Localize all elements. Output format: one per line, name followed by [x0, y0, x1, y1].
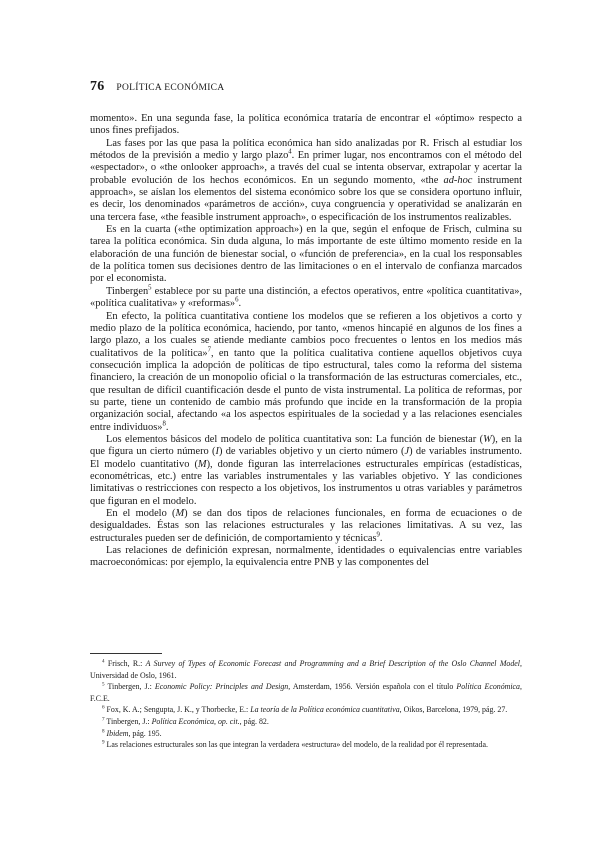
footnotes — [90, 658, 522, 751]
paragraph: En efecto, la política cuantitativa contiene los modelos que se refieren a los objetivos a corto y medio plazo de la política económica, haciendo, por tanto, «menos hincapié en algunos de los fines a largo plazo, a los cuales se atiende mediante cambios poco frecuentes o lentos en los medios más cualitativos de la política»$^7$, en tanto que la política cualitativa contiene aquellos objetivos cuya consecución implica la adopción de políticas de tipo estructural, tales como la reforma del sistema financiero, la creación de un monopolio oficial o la transformación de las estructuras comerciales, etc., que resultan de difícil cuantificación desde el punto de vista instrumental. La política de reformas, por su parte, tiene un contenido de cambio más profundo que incide en la transformación de la propia organización social, afectando «a los aspectos espirituales de la sociedad y a las relaciones esenciales entre individuos»$^8$. — [90, 310, 522, 433]
paragraph: Los elementos básicos del modelo de política cuantitativa son: La función de bienestar (W), en la que figura un cierto número (I) de variables objetivo y un cierto número (J) de variables instrumento. El modelo cuantitativo (M), donde figuran las interrelaciones estructurales empíricas (estadísticas, econométricas, etc.) entre las variables instrumentales y las variables objetivo. Y las condiciones limitativas o restricciones con respecto a los objetivos, los instrumentos u otras variables y parámetros que figuran en el modelo. — [90, 433, 522, 507]
footnote: $^6$ Fox, K. A.; Sengupta, J. K., y Thorbecke, E.: La teoría de la Política económica cuantitativa, Oikos, Barcelona, 1979, pág. 27. — [102, 704, 508, 715]
footnote-ref[interactable]: 7 — [207, 346, 211, 354]
page-header — [90, 79, 224, 95]
footnote: $^8$ Ibidem, pág. 195. — [102, 727, 162, 738]
page-number: 76 — [90, 79, 105, 94]
footnote-ref[interactable]: 5 — [148, 284, 152, 292]
paragraph: En el modelo (M) se dan dos tipos de relaciones funcionales, en forma de ecuaciones o de desigualdades. Éstas son las relaciones estructurales y las relaciones limitativas. A su vez, las estructurales pueden ser de definición, de comportamiento y técnicas$^9$. — [90, 508, 522, 544]
footnote: $^5$ Tinbergen, J.: Economic Policy: Principles and Design, Amsterdam, 1956. Versión española con el título Política Económica, F.C.E. — [90, 681, 522, 703]
footnote: $^9$ Las relaciones estructurales son las que integran la verdadera «estructura» del modelo, de la realidad por él representada. — [102, 739, 488, 750]
footnote: $^4$ Frisch, R.: A Survey of Types of Economic Forecast and Programming and a Brief Description of the Oslo Channel Model, Universidad de Oslo, 1961. — [90, 658, 522, 680]
paragraph: Las fases por las que pasa la política económica han sido analizadas por R. Frisch al estudiar los métodos de la previsión a medio y largo plazo$^4$. En primer lugar, nos encontramos con el método del «espectador», o «the onlooker approach», a través del cual se intenta observar, extrapolar y acertar la probable evolución de los hechos económicos. En un segundo momento, «the ad-hoc instrument approach», se aíslan los elementos del sistema económico sobre los que se considera oportuno influir, es decir, los denominados «parámetros de acción», cuya congruencia y operatividad se analizarán en una tercera fase, «the feasible instrument approach», o especificación de los instrumentos realizables. — [90, 137, 523, 223]
paragraph: Las relaciones de definición expresan, normalmente, identidades o equivalencias entre variables macroeconómicas: por ejemplo, la equivalencia entre PNB y las componentes del — [90, 545, 522, 569]
footnote-ref[interactable]: 6 — [235, 296, 239, 304]
footnote-ref[interactable]: 9 — [376, 531, 380, 539]
footnote-ref[interactable]: 8 — [162, 420, 166, 428]
footnote: $^7$ Tinbergen, J.: Política Económica, op. cit., pág. 82. — [102, 716, 269, 726]
body-text — [90, 113, 522, 570]
paragraph: momento». En una segunda fase, la política económica trataría de encontrar el «óptimo» respecto a unos fines prefijados. — [90, 113, 522, 137]
running-title: POLÍTICA ECONÓMICA — [116, 83, 225, 93]
footnote-divider — [90, 653, 162, 654]
paragraph: Tinbergen$^5$ establece por su parte una distinción, a efectos operativos, entre «política cuantitativa», «política cualitativa» y «reformas»$^6$. — [90, 284, 522, 310]
footnote-ref[interactable]: 4 — [288, 148, 292, 156]
paragraph: Es en la cuarta («the optimization approach») en la que, según el enfoque de Frisch, culmina su tarea la política económica. Sin duda alguna, lo más importante de este último momento reside en la elaboración de una función de bienestar social, o «función de preferencia», en la cual los responsables de la política tomen sus decisiones dentro de las limitaciones o en el intervalo de confianza marcados por el economista. — [90, 224, 522, 285]
